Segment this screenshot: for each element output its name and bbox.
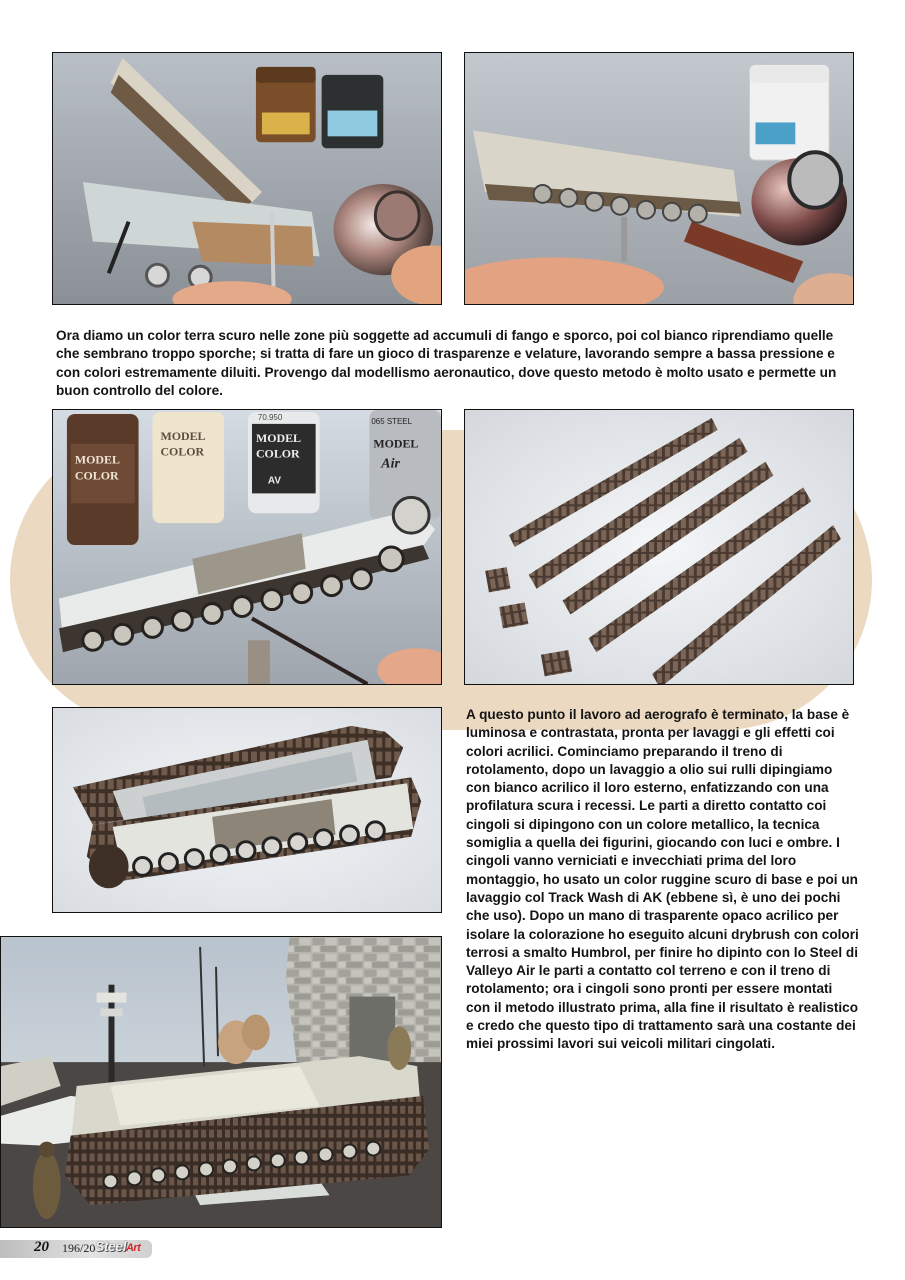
bottle-label-color-3: COLOR — [255, 446, 300, 461]
bottle-code-70950: 70.950 — [257, 412, 283, 422]
photo-painted-tracks — [464, 409, 854, 685]
bottle-label-model-3: MODEL — [255, 430, 301, 445]
bottle-label-model: MODEL — [74, 452, 120, 467]
issue-number: 196/20 — [62, 1241, 96, 1255]
bottle-label-color-2: COLOR — [160, 444, 205, 459]
photo-diorama — [0, 936, 442, 1228]
bottle-label-av: AV — [267, 475, 281, 487]
bottle-label-model-4: MODEL — [373, 436, 419, 451]
body-paragraph-tracks-technique: A questo punto il lavoro ad aerografo è terminato, la base è luminosa e contrastata, pronta per lavaggi e gli effetti coi colori acrilici. Cominciamo preparando il treno di rotolamento, dopo un lavaggio a olio sui rulli dipingiamo con bianco acrilico il loro esterno, enfatizzando con una profilatura scura i recessi. Le parti a diretto contatto coi cingoli si dipingono con un colore metallico, la tecnica somiglia a quella dei figurini, giocando con luci e ombre. I cingoli vanno verniciati e invecchiati prima del loro montaggio, ho usato un color ruggine scuro di base e poi un lavaggio col Track Wash di AK (ebbene sì, è uno dei pochi che uso). Dopo un mano di trasparente opaco acrilico per isolare la colorazione ho eseguito alcuni drybrush con colori terrosi a smalto Humbrol, per finire ho dipinto con lo Steel di Valleyo Air le parti a contatto col terreno e con il treno di rotolamento; ora i cingoli sono pronti per essere montati con il metodo illustrato prima, alla fine il risultato è realistico e credo che questo tipo di trattamento sarà una costante dei miei prossimi lavori sui veicoli militari cingolati. — [466, 707, 859, 1052]
photo-airbrush-earth-tone — [52, 52, 442, 305]
logo-main-text: Steel — [95, 1238, 126, 1254]
bottle-label-air: Air — [381, 456, 400, 472]
photo-model-color-bottles — [52, 409, 442, 685]
bottle-code-steel: 065 STEEL — [371, 416, 413, 426]
photo-airbrush-white — [464, 52, 854, 305]
page-footer — [0, 1238, 160, 1260]
logo-accent-text: Art — [125, 1242, 141, 1254]
bottle-label-color: COLOR — [74, 468, 119, 483]
photo-hull-with-tracks — [52, 707, 442, 913]
page-number: 20 — [34, 1239, 49, 1255]
bottle-label-model-2: MODEL — [160, 428, 206, 443]
body-paragraph-airbrush-weathering: Ora diamo un color terra scuro nelle zone più soggette ad accumuli di fango e sporco, poi col bianco riprendiamo quelle che sembrano troppo sporche; si tratta di fare un gioco di trasparenze e velature, lavorando sempre a bassa pressione e con colori estremamente diluiti. Provengo dal modellismo aeronautico, dove questo metodo è molto usato e permette un buon controllo del colore. — [56, 328, 837, 398]
magazine-logo — [95, 1238, 140, 1254]
